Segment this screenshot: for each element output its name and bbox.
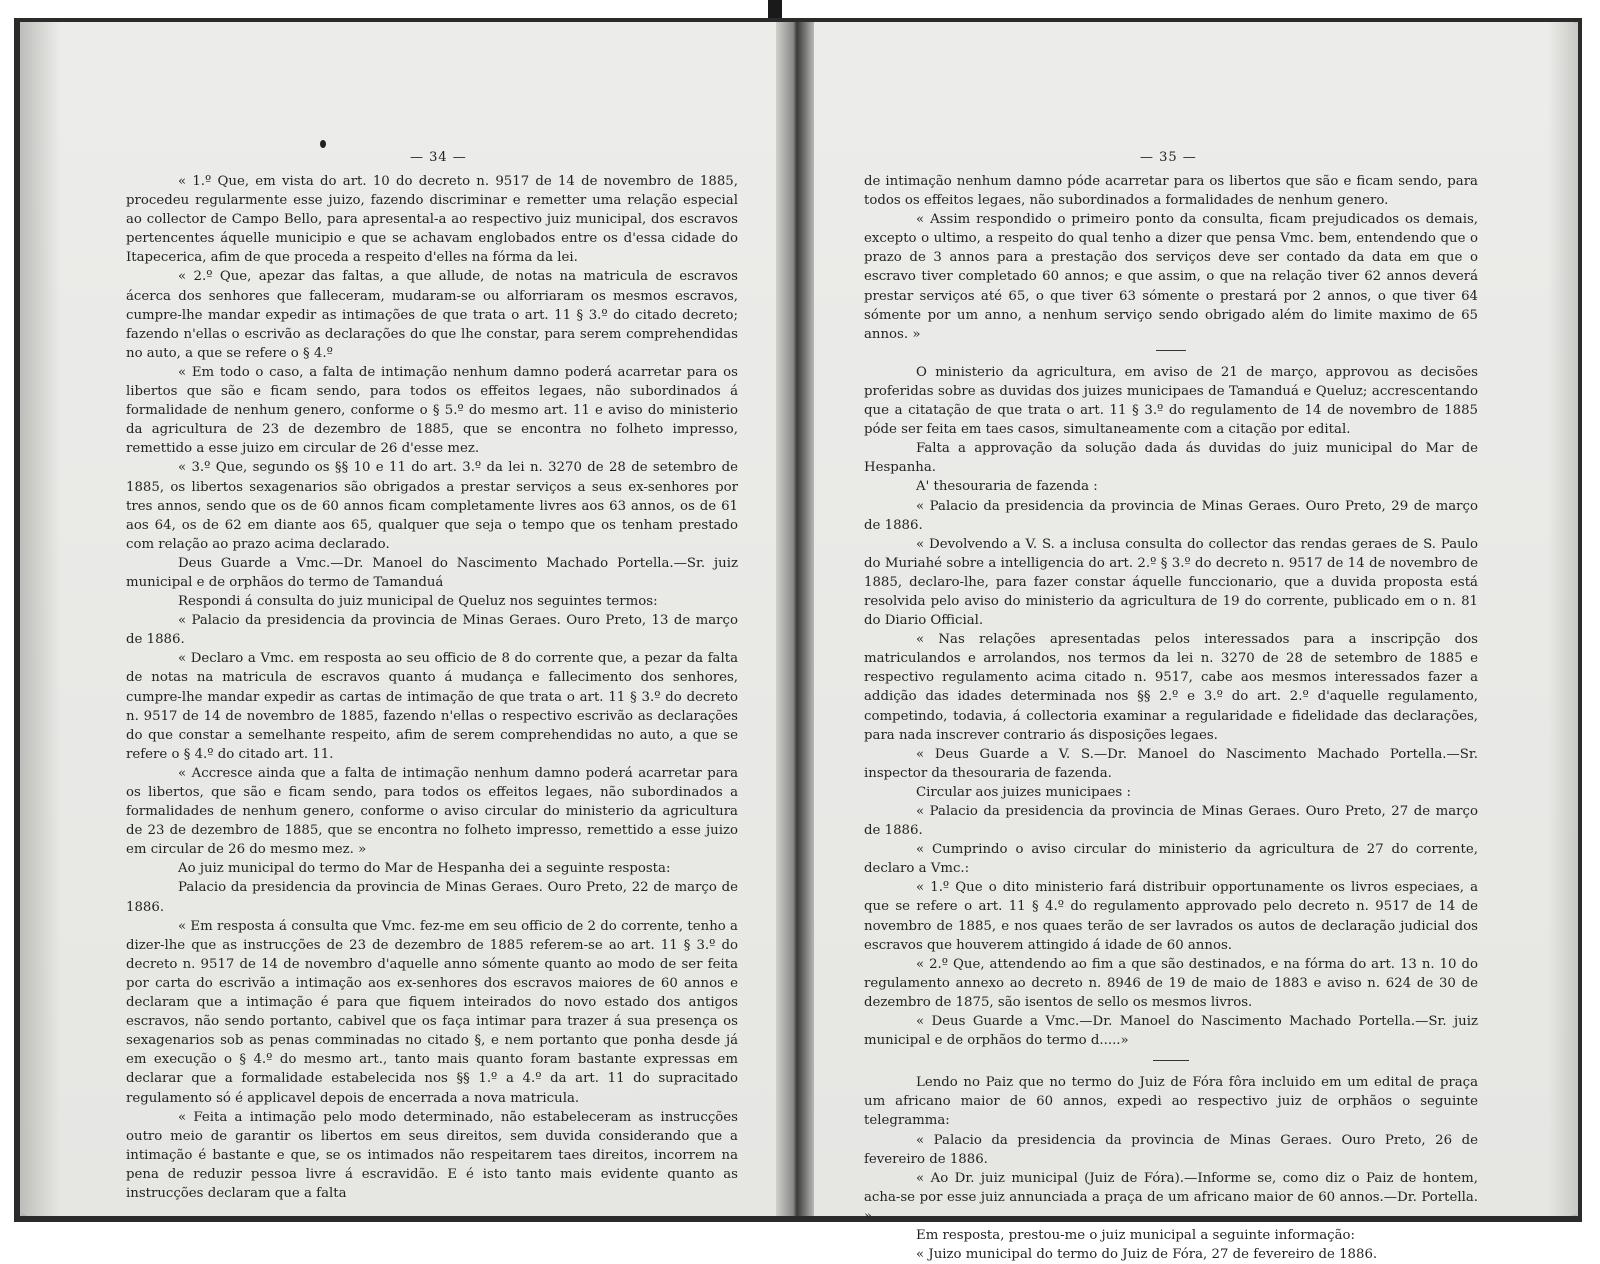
- section-separator: [1153, 1060, 1189, 1061]
- paragraph: « Assim respondido o primeiro ponto da consulta, ficam prejudicados os demais, excepto o ultimo, a respeito do qual tenho a dizer que pensa Vmc. bem, entendendo que o prazo de 3 annos para a prestação dos serviços deve ser contado da data em que o escravo tiver completado 60 annos; e que assim, o que na relação tiver 62 annos deverá prestar serviços até 65, o que tiver 63 sómente o prestará por 2 annos, o que tiver 64 sómente por um anno, a nenhum serviço sendo obrigado além do limite maximo de 65 annos. »: [864, 212, 1478, 342]
- paragraph: « Palacio da presidencia da provincia de Minas Geraes. Ouro Preto, 27 de março de 1886.: [864, 804, 1478, 839]
- paragraph: de intimação nenhum damno póde acarretar para os libertos que são e ficam sendo, para todos os effeitos legaes, não subordinados a formalidades de nenhum genero.: [864, 174, 1478, 209]
- paragraph: « Palacio da presidencia da provincia de Minas Geraes. Ouro Preto, 13 de março de 1886.: [126, 613, 738, 648]
- paragraph: « Cumprindo o aviso circular do ministerio da agricultura de 27 do corrente, declaro a Vmc.:: [864, 842, 1478, 877]
- paragraph: Ao juiz municipal do termo do Mar de Hespanha dei a seguinte resposta:: [178, 861, 671, 877]
- paragraph: A' thesouraria de fazenda :: [916, 479, 1098, 495]
- paragraph: « Juizo municipal do termo do Juiz de Fóra, 27 de fevereiro de 1886.: [916, 1247, 1378, 1263]
- section-separator: [1156, 350, 1186, 351]
- paragraph: « 1.º Que, em vista do art. 10 do decreto n. 9517 de 14 de novembro de 1885, procedeu regularmente esse juizo, fazendo discriminar e remetter uma relação especial ao collector de Campo Bello, para apresental-a ao respectivo juiz municipal, dos escravos pertencentes áquelle municipio e que se achavam englobados entre os d'essa cidade do Itapecerica, afim de que proceda a respeito d'elles na fórma da lei.: [126, 174, 738, 266]
- book-spread: [14, 18, 1582, 1263]
- book-gutter: [776, 22, 814, 1216]
- page-number-right: — 35 —: [1140, 150, 1197, 165]
- paragraph: Em resposta, prestou-me o juiz municipal a seguinte informação:: [916, 1227, 1356, 1243]
- paragraph: « Nas relações apresentadas pelos interessados para a inscripção dos matriculandos e arrolandos, nos termos da lei n. 3270 de 28 de setembro de 1885 e respectivo regulamento acima citado n. 9517, cabe aos mesmos interessados fazer a addição das idades determinada nos §§ 2.º e 3.º do art. 2.º d'aquelle regulamento, competindo, todavia, á collectoria examinar a regularidade e fidelidade das declarações, para nada inscrever contrario ás disposições legaes.: [864, 632, 1478, 743]
- right-page-text: [864, 172, 1478, 1264]
- ink-dot: [320, 140, 326, 148]
- left-page-text: [126, 172, 738, 1203]
- paragraph: « 2.º Que, apezar das faltas, a que allude, de notas na matricula de escravos ácerca dos senhores que falleceram, mudaram-se ou alforriaram os mesmos escravos, cumpre-lhe mandar expedir as intimações de que trata o art. 11 § 3.º do citado decreto; fazendo n'ellas o escrivão as declarações do que lhe constar, para serem comprehendidas no auto, a que se refere o § 4.º: [126, 269, 738, 361]
- paragraph: « Feita a intimação pelo modo determinado, não estabeleceram as instrucções outro meio de garantir os libertos em seus direitos, sem duvida considerando que a intimação é bastante e que, se os intimados não respeitarem taes direitos, incorrem na pena de reduzir pessoa livre á escravidão. E é isto tanto mais evidente quanto as instrucções declaram que a falta: [126, 1109, 738, 1201]
- paragraph: « Ao Dr. juiz municipal (Juiz de Fóra).—Informe se, como diz o Paiz de hontem, acha-se por esse juiz annunciada a praça de um africano maior de 60 annos.—Dr. Portella. »: [864, 1170, 1478, 1224]
- paragraph: « Deus Guarde a V. S.—Dr. Manoel do Nascimento Machado Portella.—Sr. inspector da thesouraria de fazenda.: [864, 746, 1478, 781]
- paragraph: Falta a approvação da solução dada ás duvidas do juiz municipal do Mar de Hespanha.: [864, 441, 1478, 476]
- paragraph: « Deus Guarde a Vmc.—Dr. Manoel do Nascimento Machado Portella.—Sr. juiz municipal e de orphãos do termo d.....»: [864, 1014, 1478, 1049]
- left-page: [20, 22, 776, 1216]
- paragraph: « Devolvendo a V. S. a inclusa consulta do collector das rendas geraes de S. Paulo do Muriahé sobre a intelligencia do art. 2.º § 3.º do decreto n. 9517 de 14 de novembro de 1885, declaro-lhe, para fazer constar áquelle funccionario, que a duvida proposta está resolvida pelo aviso do ministerio da agricultura de 19 do corrente, publicado em o n. 81 do Diario Official.: [864, 536, 1478, 629]
- paragraph: « 1.º Que o dito ministerio fará distribuir opportunamente os livros especiaes, a que se refere o art. 11 § 4.º do regulamento approvado pelo decreto n. 9517 de 14 de novembro de 1885, e nos quaes terão de ser lavrados os autos de declaração judicial dos escravos que houverem attingido á idade de 60 annos.: [864, 880, 1478, 953]
- paragraph: « Palacio da presidencia da provincia de Minas Geraes. Ouro Preto, 26 de fevereiro de 1886.: [864, 1132, 1478, 1167]
- paragraph: « Palacio da presidencia da provincia de Minas Geraes. Ouro Preto, 29 de março de 1886.: [864, 498, 1478, 533]
- right-page: [814, 22, 1578, 1263]
- paragraph: Respondi á consulta do juiz municipal de Queluz nos seguintes termos:: [178, 594, 658, 610]
- paragraph: Circular aos juizes municipaes :: [916, 784, 1131, 800]
- paragraph: Lendo no Paiz que no termo do Juiz de Fóra fôra incluido em um edital de praça um africano maior de 60 annos, expedi ao respectivo juiz de orphãos o seguinte telegramma:: [864, 1075, 1478, 1129]
- paragraph: « Accresce ainda que a falta de intimação nenhum damno poderá acarretar para os libertos, que são e ficam sendo, para todos os effeitos legaes, não subordinados a formalidades de nenhum genero, conforme o aviso circular do ministerio da agricultura de 23 de dezembro de 1885, que se encontra no folheto impresso, remettido a esse juizo em circular de 26 do mesmo mez. »: [126, 765, 738, 858]
- paragraph: « 3.º Que, segundo os §§ 10 e 11 do art. 3.º da lei n. 3270 de 28 de setembro de 1885, os libertos sexagenarios são obrigados a prestar serviços a seus ex-senhores por tres annos, sendo que os de 60 annos ficam completamente livres aos 63 annos, os de 61 aos 64, os de 62 em diante aos 65, qualquer que seja o tempo que os tenham prestado com relação ao prazo acima declarado.: [126, 460, 738, 552]
- paragraph: « Em resposta á consulta que Vmc. fez-me em seu officio de 2 do corrente, tenho a dizer-lhe que as instrucções de 23 de dezembro de 1885 referem-se ao art. 11 § 3.º do decreto n. 9517 de 14 de novembro d'aquelle anno sómente quanto ao modo de ser feita por carta do escrivão a intimação aos ex-senhores dos escravos maiores de 60 annos e declaram que a intimação é para que fiquem inteirados do novo estado dos antigos escravos, não sendo portanto, cabivel que os faça intimar para trazer á sua presença os sexagenarios sob as penas comminadas no citado §, e nem portanto que ponha desde já em execução o § 4.º do mesmo art., tanto mais quanto foram bastante expressas em declarar que a formalidade estabelecida nos §§ 1.º a 4.º da art. 11 do supracitado regulamento só é applicavel depois de encerrada a nova matricula.: [126, 918, 738, 1106]
- paragraph: O ministerio da agricultura, em aviso de 21 de março, approvou as decisões proferidas sobre as duvidas dos juizes municipaes de Tamanduá e Queluz; accrescentando que a citatação de que trata o art. 11 § 3.º do regulamento de 14 de novembro de 1885 póde ser feita em taes casos, simultaneamente com a citação por edital.: [864, 364, 1478, 438]
- paragraph: « Em todo o caso, a falta de intimação nenhum damno poderá acarretar para os libertos que são e ficam sendo, para todos os effeitos legaes, não subordinados á formalidade de nenhum genero, conforme o § 5.º do mesmo art. 11 e aviso do ministerio da agricultura de 23 de dezembro de 1885, que se encontra no folheto impresso, remettido a esse juizo em circular de 26 d'esse mez.: [126, 364, 738, 457]
- paragraph: « 2.º Que, attendendo ao fim a que são destinados, e na fórma do art. 13 n. 10 do regulamento annexo ao decreto n. 8946 de 19 de maio de 1883 e aviso n. 624 de 30 de dezembro de 1875, são isentos de sello os mesmos livros.: [864, 956, 1478, 1010]
- paragraph: Deus Guarde a Vmc.—Dr. Manoel do Nascimento Machado Portella.—Sr. juiz municipal e de orphãos do termo de Tamanduá: [126, 555, 738, 590]
- page-number-left: — 34 —: [410, 150, 467, 165]
- paragraph: « Declaro a Vmc. em resposta ao seu officio de 8 do corrente que, a pezar da falta de notas na matricula de escravos quanto á mudança e fallecimento dos senhores, cumpre-lhe mandar expedir as cartas de intimação de que trata o art. 11 § 3.º do decreto n. 9517 de 14 de novembro de 1885, fazendo n'ellas o respectivo escrivão as declarações do que constar a semelhante respeito, afim de serem comprehendidas no auto, a que se refere o § 4.º do citado art. 11.: [126, 651, 738, 762]
- paragraph: Palacio da presidencia da provincia de Minas Geraes. Ouro Preto, 22 de março de 1886.: [126, 880, 738, 915]
